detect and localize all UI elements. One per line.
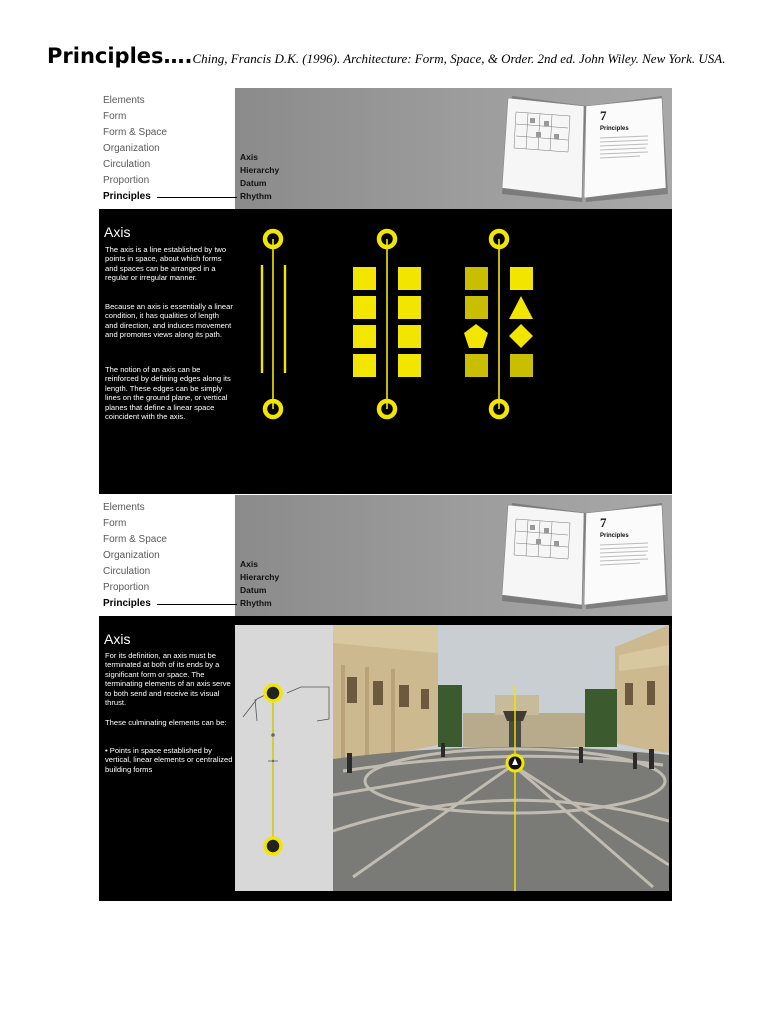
submenu-item-rhythm[interactable]: Rhythm — [240, 598, 272, 608]
slide-axis-definition — [99, 88, 672, 494]
submenu-item-hierarchy[interactable]: Hierarchy — [240, 572, 280, 582]
slide-content — [99, 616, 672, 901]
menu-item-organization[interactable]: Organization — [103, 143, 160, 154]
menu-item-principles[interactable]: Principles — [103, 598, 151, 609]
heading-title: Principles…. — [47, 44, 193, 68]
menu-item-form-space[interactable]: Form & Space — [103, 534, 167, 545]
paragraph-points-in-space: • Points in space established by vertical, linear elements or centralized building forms — [105, 746, 233, 774]
slide-title: Axis — [104, 631, 131, 647]
page-heading — [47, 46, 727, 69]
menu-item-circulation[interactable]: Circulation — [103, 566, 151, 577]
menu-item-form-space[interactable]: Form & Space — [103, 127, 167, 138]
menu-item-circulation[interactable]: Circulation — [103, 159, 151, 170]
paragraph-termination: For its definition, an axis must be terminated at both of its ends by a significant form or space. The terminating elements of an axis serve to both send and receive its visual thrust. — [105, 651, 231, 708]
diagram-axis-mixed-shapes — [464, 231, 533, 417]
diagram-axis-squares — [353, 231, 421, 417]
chapter-menu — [99, 495, 235, 616]
submenu-item-hierarchy[interactable]: Hierarchy — [240, 165, 280, 175]
submenu — [240, 558, 279, 610]
paragraph-culminating: These culminating elements can be: — [105, 718, 227, 727]
menu-item-elements[interactable]: Elements — [103, 502, 145, 513]
paragraph-definition: The axis is a line established by two points in space, about which forms and spaces can be arranged in a regular or irregular manner. — [105, 245, 227, 283]
slide-content — [99, 209, 672, 494]
pointer-line — [157, 197, 237, 198]
book-illustration — [500, 501, 670, 609]
axis-diagram — [245, 223, 545, 433]
book-chapter-number: 7 — [600, 108, 607, 123]
book-chapter-title: Principles — [600, 533, 629, 539]
menu-item-form[interactable]: Form — [103, 111, 127, 122]
pointer-line — [157, 604, 237, 605]
book-chapter-title: Principles — [600, 126, 629, 132]
menu-item-principles[interactable]: Principles — [103, 191, 151, 202]
diagram-axis-lines — [262, 231, 285, 417]
piazza-photo-image — [333, 625, 669, 891]
slide-axis-termination — [99, 495, 672, 901]
menu-item-proportion[interactable]: Proportion — [103, 175, 150, 186]
submenu-item-datum[interactable]: Datum — [240, 585, 267, 595]
paragraph-reinforced-edges: The notion of an axis can be reinforced by defining edges along its length. These edges can be simply lines on the ground plane, or vertical planes that define a linear space coincident with the axis. — [105, 365, 231, 422]
paragraph-linear-condition: Because an axis is essentially a linear condition, it has qualities of length and direction, and induces movement and promotes views along its path. — [105, 302, 233, 340]
chapter-menu — [99, 88, 235, 209]
submenu-item-axis[interactable]: Axis — [240, 559, 258, 569]
menu-item-elements[interactable]: Elements — [103, 95, 145, 106]
book-illustration — [500, 94, 670, 202]
slide-title: Axis — [104, 224, 131, 240]
submenu — [240, 151, 279, 203]
plan-diagram-panel — [235, 625, 333, 891]
menu-item-organization[interactable]: Organization — [103, 550, 160, 561]
book-chapter-number: 7 — [600, 515, 607, 530]
submenu-item-datum[interactable]: Datum — [240, 178, 267, 188]
submenu-item-rhythm[interactable]: Rhythm — [240, 191, 272, 201]
heading-citation: Ching, Francis D.K. (1996). Architecture: Form, Space, & Order. 2nd ed. John Wiley. New York. USA. — [192, 51, 726, 66]
plan-diagram — [235, 625, 333, 891]
submenu-item-axis[interactable]: Axis — [240, 152, 258, 162]
menu-item-form[interactable]: Form — [103, 518, 127, 529]
piazza-photo — [333, 625, 669, 891]
menu-item-proportion[interactable]: Proportion — [103, 582, 150, 593]
